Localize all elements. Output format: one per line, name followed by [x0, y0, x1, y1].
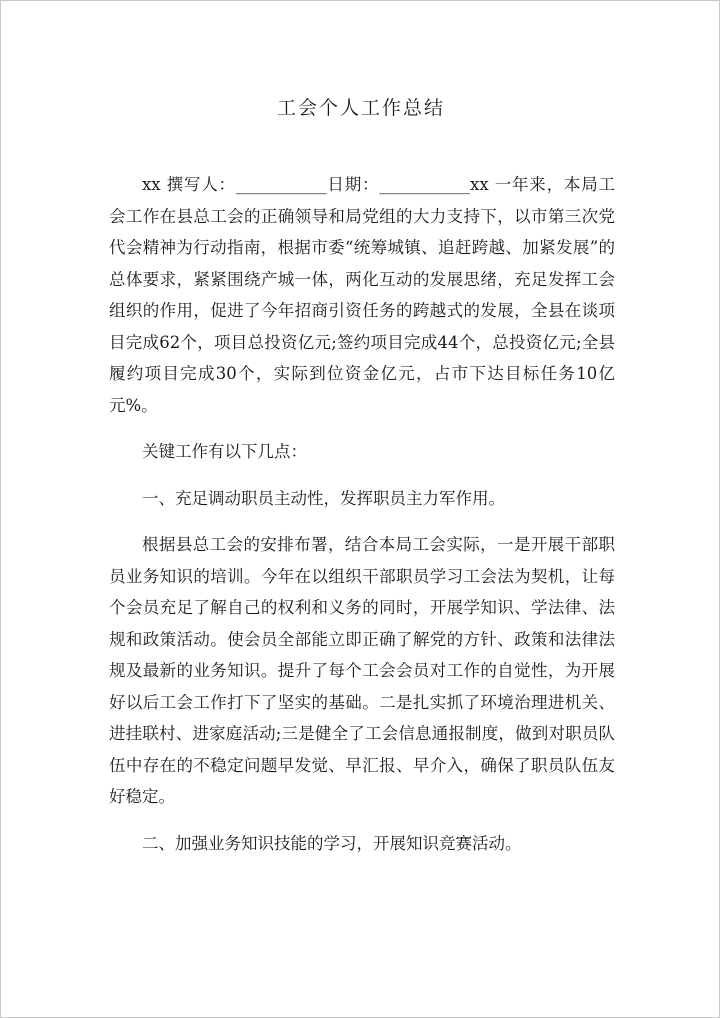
section-heading-1: 一、充足调动职员主动性，发挥职员主力军作用。 — [142, 488, 505, 508]
document-title: 工会个人工作总结 — [276, 97, 445, 119]
paragraph-key-work-heading: 关键工作有以下几点： — [142, 442, 307, 461]
document-body — [109, 169, 615, 859]
paragraph-intro: xx 撰写人：___________日期：___________xx 一年来，本局工会工作在县总工会的正确领导和局党组的大力支持下，以市第三次党代会精神为行动指南，根据市委“统筹城镇、追赶跨越、加紧发展”的总体要求，紧紧围绕产城一体，两化互动的发展思绪，充足发挥工会组织的作用，促进了今年招商引资任务的跨越式的发展，全县在谈项目完成62个，项目总投资亿元;签约项目完成44个，总投资亿元;全县履约项目完成30个，实际到位资金亿元，占市下达目标任务10亿元%。 — [109, 175, 615, 415]
paragraph-section-1-body: 根据县总工会的安排布署，结合本局工会实际，一是开展干部职员业务知识的培训。今年在以组织干部职员学习工会法为契机，让每个会员充足了解自己的权利和义务的同时，开展学知识、学法律、法规和政策活动。使会员全部能立即正确了解党的方针、政策和法律法规及最新的业务知识。提升了每个工会会员对工作的自觉性，为开展好以后工会工作打下了坚实的基础。二是扎实抓了环境治理进机关、进挂联村、进家庭活动;三是健全了工会信息通报制度，做到对职员队伍中存在的不稳定问题早发觉、早汇报、早介入，确保了职员队伍友好稳定。 — [109, 535, 615, 806]
section-heading-2: 二、加强业务知识技能的学习，开展知识竞赛活动。 — [142, 833, 522, 853]
